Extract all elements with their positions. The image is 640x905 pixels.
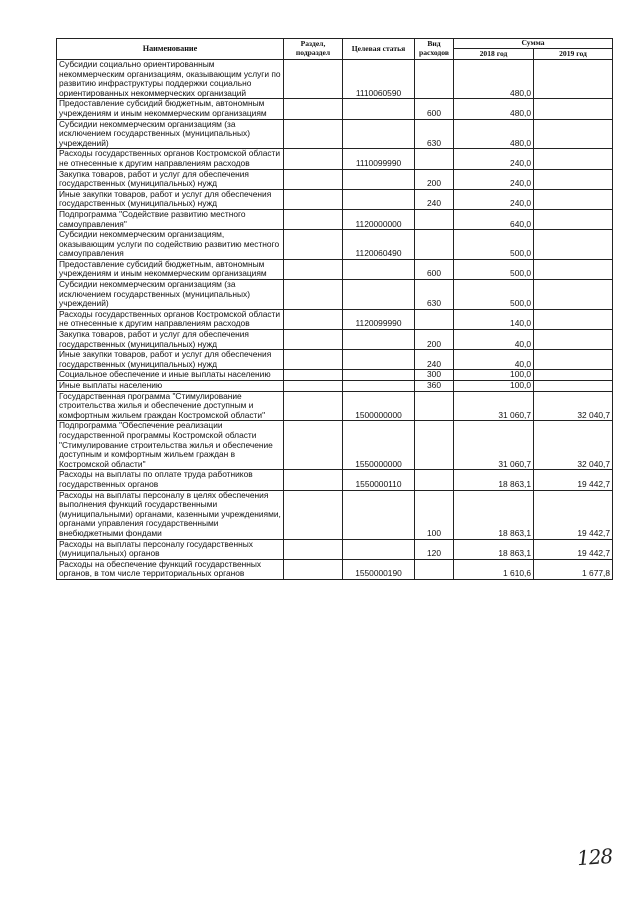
- cell-name: Субсидии некоммерческим организациям (за исключением государственных (муниципальных) учреждений): [57, 280, 284, 310]
- cell-name: Закупка товаров, работ и услуг для обеспечения государственных (муниципальных) нужд: [57, 330, 284, 350]
- cell-section: [284, 350, 343, 370]
- cell-y2019: [534, 381, 613, 392]
- cell-y2018: 40,0: [454, 350, 534, 370]
- header-section: Раздел, подраздел: [284, 39, 343, 60]
- table-body: [57, 60, 613, 580]
- cell-type: 630: [415, 119, 454, 149]
- cell-y2018: 480,0: [454, 119, 534, 149]
- budget-table: [56, 38, 613, 580]
- cell-y2018: 31 060,7: [454, 391, 534, 421]
- cell-y2019: [534, 280, 613, 310]
- cell-section: [284, 559, 343, 579]
- cell-y2019: 19 442,7: [534, 470, 613, 490]
- cell-y2018: 640,0: [454, 209, 534, 229]
- cell-target: [343, 169, 415, 189]
- table-row: [57, 421, 613, 470]
- cell-section: [284, 370, 343, 381]
- cell-y2019: [534, 309, 613, 329]
- table-row: [57, 119, 613, 149]
- cell-section: [284, 230, 343, 260]
- cell-y2018: 100,0: [454, 381, 534, 392]
- cell-name: Иные закупки товаров, работ и услуг для обеспечения государственных (муниципальных) нужд: [57, 189, 284, 209]
- cell-name: Субсидии некоммерческим организациям (за исключением государственных (муниципальных) учреждений): [57, 119, 284, 149]
- cell-name: Расходы государственных органов Костромской области не отнесенные к другим направлениям расходов: [57, 149, 284, 169]
- cell-y2018: 500,0: [454, 230, 534, 260]
- cell-type: [415, 149, 454, 169]
- cell-name: Иные выплаты населению: [57, 381, 284, 392]
- table-row: [57, 350, 613, 370]
- cell-y2019: [534, 370, 613, 381]
- cell-type: 100: [415, 490, 454, 539]
- cell-target: 1500000000: [343, 391, 415, 421]
- cell-y2019: [534, 119, 613, 149]
- cell-y2019: [534, 169, 613, 189]
- cell-type: 630: [415, 280, 454, 310]
- page-number: 128: [576, 843, 613, 871]
- cell-type: [415, 209, 454, 229]
- table-row: [57, 370, 613, 381]
- cell-target: [343, 490, 415, 539]
- cell-type: 200: [415, 169, 454, 189]
- cell-target: [343, 370, 415, 381]
- cell-target: 1110060590: [343, 60, 415, 99]
- cell-type: 600: [415, 259, 454, 279]
- table-row: [57, 189, 613, 209]
- cell-y2019: 32 040,7: [534, 391, 613, 421]
- cell-name: Предоставление субсидий бюджетным, автономным учреждениям и иным некоммерческим организациям: [57, 259, 284, 279]
- cell-section: [284, 280, 343, 310]
- cell-y2019: [534, 189, 613, 209]
- table-row: [57, 470, 613, 490]
- table-row: [57, 539, 613, 559]
- cell-section: [284, 490, 343, 539]
- cell-y2019: 19 442,7: [534, 490, 613, 539]
- cell-target: 1120099990: [343, 309, 415, 329]
- cell-type: [415, 421, 454, 470]
- cell-y2018: 240,0: [454, 169, 534, 189]
- cell-name: Государственная программа "Стимулирование строительства жилья и обеспечение доступным и комфортным жильем граждан Костромской области": [57, 391, 284, 421]
- cell-section: [284, 119, 343, 149]
- cell-type: 360: [415, 381, 454, 392]
- cell-type: [415, 230, 454, 260]
- cell-name: Закупка товаров, работ и услуг для обеспечения государственных (муниципальных) нужд: [57, 169, 284, 189]
- header-name: Наименование: [57, 39, 284, 60]
- cell-y2019: 1 677,8: [534, 559, 613, 579]
- table-row: [57, 60, 613, 99]
- cell-type: [415, 391, 454, 421]
- cell-type: 200: [415, 330, 454, 350]
- table-row: [57, 381, 613, 392]
- cell-section: [284, 259, 343, 279]
- cell-target: [343, 119, 415, 149]
- cell-target: [343, 259, 415, 279]
- cell-section: [284, 470, 343, 490]
- cell-type: 120: [415, 539, 454, 559]
- cell-section: [284, 391, 343, 421]
- cell-y2019: [534, 230, 613, 260]
- table-row: [57, 330, 613, 350]
- cell-section: [284, 381, 343, 392]
- cell-y2018: 18 863,1: [454, 490, 534, 539]
- table-row: [57, 280, 613, 310]
- cell-y2018: 1 610,6: [454, 559, 534, 579]
- table-row: [57, 259, 613, 279]
- cell-target: [343, 381, 415, 392]
- cell-y2018: 500,0: [454, 280, 534, 310]
- cell-y2019: 19 442,7: [534, 539, 613, 559]
- cell-name: Предоставление субсидий бюджетным, автономным учреждениям и иным некоммерческим организациям: [57, 99, 284, 119]
- cell-target: [343, 350, 415, 370]
- cell-name: Субсидии некоммерческим организациям, оказывающим услуги по содействию развитию местного самоуправления: [57, 230, 284, 260]
- cell-name: Расходы на выплаты персоналу государственных (муниципальных) органов: [57, 539, 284, 559]
- table-row: [57, 149, 613, 169]
- cell-name: Иные закупки товаров, работ и услуг для обеспечения государственных (муниципальных) нужд: [57, 350, 284, 370]
- cell-target: 1110099990: [343, 149, 415, 169]
- cell-name: Социальное обеспечение и иные выплаты населению: [57, 370, 284, 381]
- table-row: [57, 490, 613, 539]
- cell-target: [343, 280, 415, 310]
- cell-y2018: 18 863,1: [454, 539, 534, 559]
- cell-y2019: [534, 209, 613, 229]
- cell-name: Субсидии социально ориентированным некоммерческим организациям, оказывающим услуги по развитию инфраструктуры поддержки социально ориентированных некоммерческих организаций: [57, 60, 284, 99]
- cell-y2018: 500,0: [454, 259, 534, 279]
- cell-y2019: [534, 350, 613, 370]
- cell-name: Подпрограмма "Содействие развитию местного самоуправления": [57, 209, 284, 229]
- cell-y2019: [534, 99, 613, 119]
- cell-section: [284, 539, 343, 559]
- header-target: Целевая статья: [343, 39, 415, 60]
- cell-name: Расходы государственных органов Костромской области не отнесенные к другим направлениям расходов: [57, 309, 284, 329]
- cell-target: 1120000000: [343, 209, 415, 229]
- cell-section: [284, 99, 343, 119]
- cell-section: [284, 189, 343, 209]
- cell-target: 1550000000: [343, 421, 415, 470]
- cell-type: 600: [415, 99, 454, 119]
- cell-y2018: 18 863,1: [454, 470, 534, 490]
- table-row: [57, 309, 613, 329]
- cell-section: [284, 149, 343, 169]
- cell-section: [284, 309, 343, 329]
- cell-y2018: 240,0: [454, 189, 534, 209]
- table-row: [57, 391, 613, 421]
- cell-target: [343, 99, 415, 119]
- cell-name: Расходы на выплаты по оплате труда работников государственных органов: [57, 470, 284, 490]
- header-year-2018: 2018 год: [454, 49, 534, 60]
- cell-section: [284, 169, 343, 189]
- table-row: [57, 99, 613, 119]
- cell-y2019: 32 040,7: [534, 421, 613, 470]
- cell-y2019: [534, 149, 613, 169]
- cell-section: [284, 60, 343, 99]
- cell-target: [343, 330, 415, 350]
- cell-type: [415, 309, 454, 329]
- cell-target: 1120060490: [343, 230, 415, 260]
- cell-type: 240: [415, 350, 454, 370]
- cell-name: Подпрограмма "Обеспечение реализации государственной программы Костромской области "Стимулирование строительства жилья и обеспечение доступным и комфортным жильем граждан в Костромской области": [57, 421, 284, 470]
- cell-section: [284, 330, 343, 350]
- table-row: [57, 559, 613, 579]
- cell-y2018: 140,0: [454, 309, 534, 329]
- header-type: Вид расходов: [415, 39, 454, 60]
- cell-section: [284, 209, 343, 229]
- cell-y2019: [534, 259, 613, 279]
- table-row: [57, 230, 613, 260]
- cell-target: 1550000190: [343, 559, 415, 579]
- cell-y2018: 100,0: [454, 370, 534, 381]
- cell-type: [415, 559, 454, 579]
- cell-y2018: 31 060,7: [454, 421, 534, 470]
- cell-y2019: [534, 60, 613, 99]
- cell-type: 240: [415, 189, 454, 209]
- cell-y2018: 240,0: [454, 149, 534, 169]
- cell-section: [284, 421, 343, 470]
- table-row: [57, 169, 613, 189]
- cell-type: 300: [415, 370, 454, 381]
- cell-name: Расходы на обеспечение функций государственных органов, в том числе территориальных органов: [57, 559, 284, 579]
- cell-type: [415, 470, 454, 490]
- cell-y2018: 480,0: [454, 60, 534, 99]
- cell-type: [415, 60, 454, 99]
- table-header: [57, 39, 613, 60]
- cell-target: [343, 189, 415, 209]
- table-row: [57, 209, 613, 229]
- cell-target: 1550000110: [343, 470, 415, 490]
- cell-y2018: 480,0: [454, 99, 534, 119]
- cell-name: Расходы на выплаты персоналу в целях обеспечения выполнения функций государственными (муниципальными) органами, казенными учреждениями, органами управления государственными внебюджетными фондами: [57, 490, 284, 539]
- cell-y2018: 40,0: [454, 330, 534, 350]
- cell-target: [343, 539, 415, 559]
- header-year-2019: 2019 год: [534, 49, 613, 60]
- cell-y2019: [534, 330, 613, 350]
- header-sum: Сумма: [454, 39, 613, 49]
